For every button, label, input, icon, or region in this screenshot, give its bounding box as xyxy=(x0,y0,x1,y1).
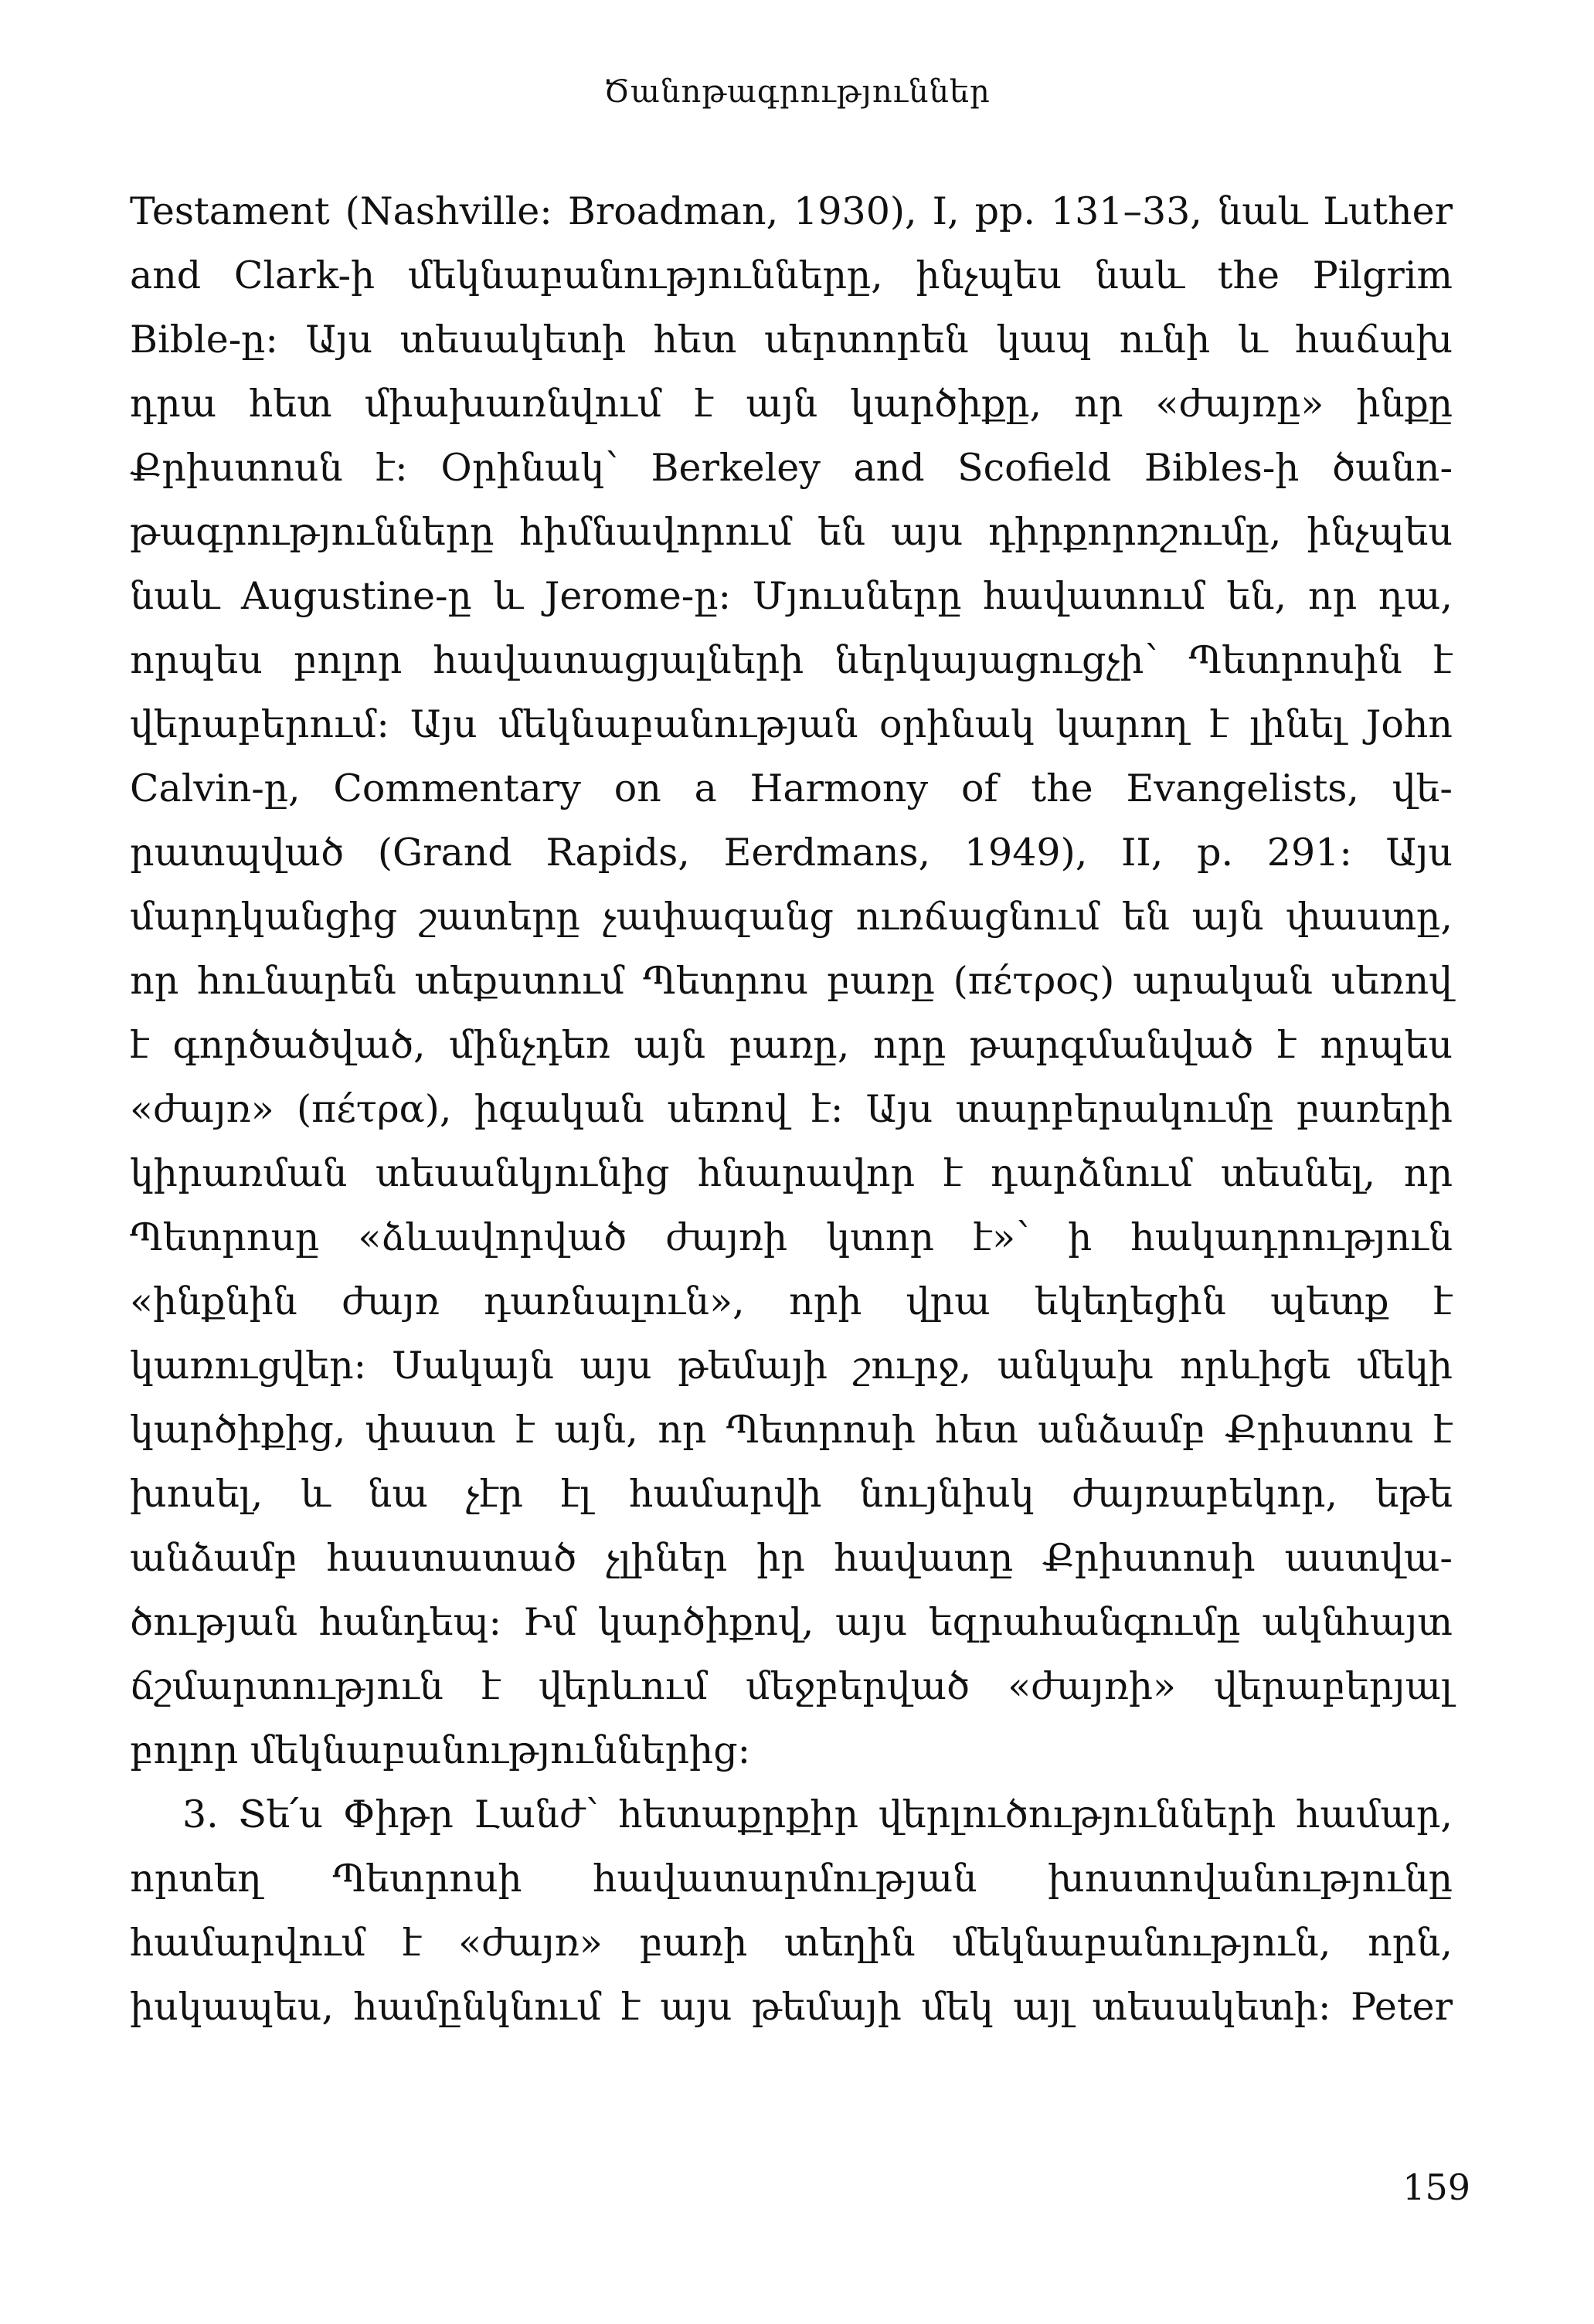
text-line: Պետրոսը «ձևավորված ժայռի կտոր է»՝ ի հակադրություն xyxy=(130,1215,1453,1259)
text-line: Calvin-ը, Commentary on a Harmony of the Evangelists, վե- xyxy=(130,766,1453,810)
text-line: թագրությունները հիմնավորում են այս դիրքորոշումը, ինչպես xyxy=(130,510,1453,554)
text-line: անձամբ հաստատած չլիներ իր հավատը Քրիստոսի աստվա- xyxy=(130,1536,1453,1580)
text-line: ճշմարտություն է վերևում մեջբերված «ժայռի» վերաբերյալ xyxy=(130,1664,1453,1708)
text-line: կարծիքից, փաստ է այն, որ Պետրոսի հետ անձամբ Քրիստոս է xyxy=(130,1408,1453,1452)
text-line: որտեղ Պետրոսի հավատարմության խոստովանությունը xyxy=(130,1857,1453,1901)
text-line: որպես բոլոր հավատացյալների ներկայացուցչի՝ Պետրոսին է xyxy=(130,638,1453,682)
text-line: Քրիստոսն է: Օրինակ՝ Berkeley and Scofield Bibles-ի ծանո- xyxy=(130,446,1453,490)
text-line: 3. Տե՛ս Փիթր Լանժ՝ հետաքրքիր վերլուծությունների համար, xyxy=(182,1792,1453,1836)
text-line: րատպված (Grand Rapids, Eerdmans, 1949), II, p. 291: Այս xyxy=(130,831,1453,875)
text-line: բոլոր մեկնաբանություններից: xyxy=(130,1728,751,1772)
text-line: է գործածված, մինչդեռ այն բառը, որը թարգմանված է որպես xyxy=(130,1023,1453,1067)
text-line: and Clark-ի մեկնաբանությունները, ինչպես նաև the Pilgrim xyxy=(130,253,1453,297)
text-body xyxy=(130,179,1453,2039)
running-header: Ծանոթագրություններ xyxy=(603,74,991,110)
text-line: «ժայռ» (πέτρα), իգական սեռով է: Այս տարբերակումը բառերի xyxy=(130,1087,1453,1131)
text-line: Testament (Nashville: Broadman, 1930), I, pp. 131–33, նաև Luther xyxy=(130,189,1453,233)
text-line: վերաբերում: Այս մեկնաբանության օրինակ կարող է լինել John xyxy=(130,702,1453,746)
text-line: ծության հանդեպ: Իմ կարծիքով, այս եզրահանգումը ակնհայտ xyxy=(130,1600,1453,1644)
text-line: կիրառման տեսանկյունից հնարավոր է դարձնում տեսնել, որ xyxy=(130,1151,1453,1195)
text-line: համարվում է «ժայռ» բառի տեղին մեկնաբանություն, որն, xyxy=(130,1921,1453,1965)
text-line: որ հունարեն տեքստում Պետրոս բառը (πέτρος) արական սեռով xyxy=(130,959,1453,1003)
page-number: 159 xyxy=(1402,2166,1470,2208)
text-line: կառուցվեր: Սակայն այս թեմայի շուրջ, անկախ որևիցե մեկի xyxy=(130,1344,1453,1388)
text-line: նաև Augustine-ը և Jerome-ը: Մյուսները հավատում են, որ դա, xyxy=(130,574,1453,618)
text-line: իսկապես, համընկնում է այս թեմայի մեկ այլ տեսակետի: Peter xyxy=(130,1985,1453,2029)
text-line: «ինքնին ժայռ դառնալուն», որի վրա եկեղեցին պետք է xyxy=(130,1279,1453,1323)
text-line: դրա հետ միախառնվում է այն կարծիքը, որ «ժայռը» ինքը xyxy=(130,382,1453,426)
text-line: մարդկանցից շատերը չափազանց ուռճացնում են այն փաստը, xyxy=(130,895,1453,939)
text-line: խոսել, և նա չէր էլ համարվի նույնիսկ ժայռաբեկոր, եթե xyxy=(130,1472,1453,1516)
text-line: Bible-ը: Այս տեսակետի հետ սերտորեն կապ ունի և հաճախ xyxy=(130,318,1453,362)
